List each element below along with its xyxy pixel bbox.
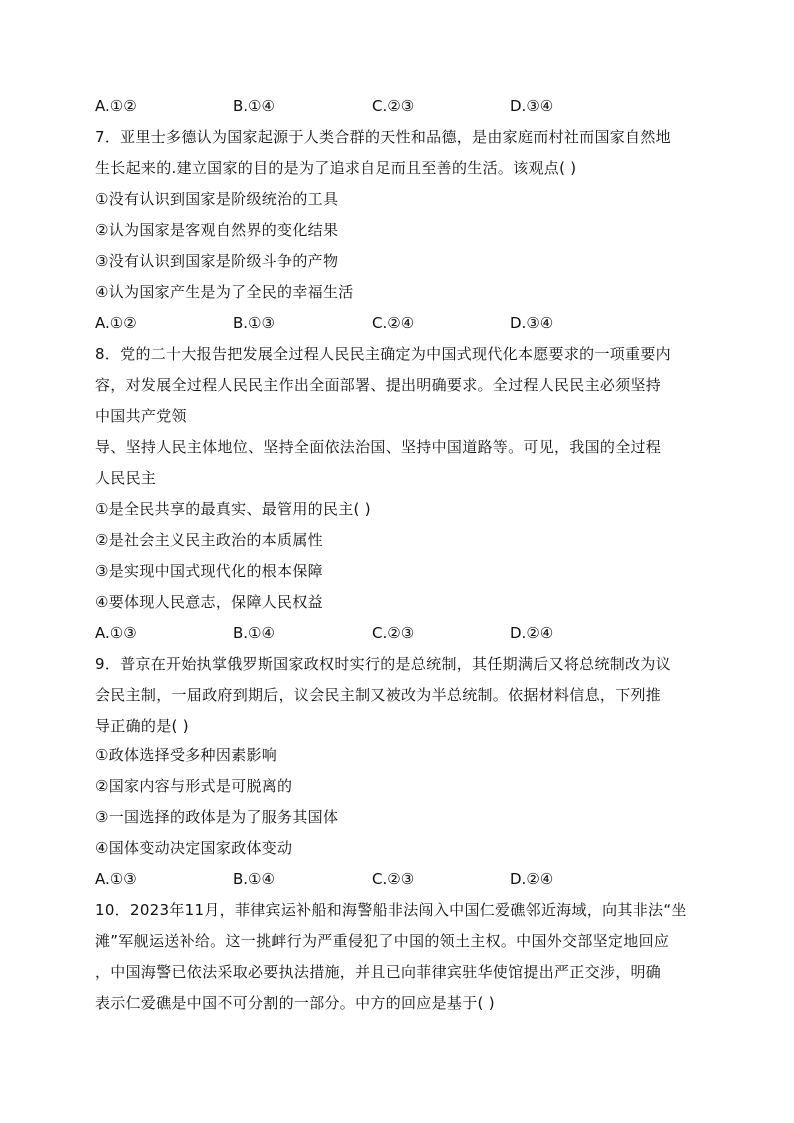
q8-option-a[interactable]: A.①③ [95,624,137,642]
q9-item-1: ①政体选择受多种因素影响 [95,746,278,764]
q8-stem-line: 人民民主 [95,469,157,487]
q7-item-4: ④认为国家产生是为了全民的幸福生活 [95,283,354,301]
q10-stem-line: 表示仁爱礁是中国不可分割的一部分。中方的回应是基于( ) [95,994,495,1012]
q9-item-4: ④国体变动决定国家政体变动 [95,839,293,857]
q7-item-3: ③没有认识到国家是阶级斗争的产物 [95,252,339,270]
q8-option-c[interactable]: C.②③ [372,624,415,642]
q9-item-3: ③一国选择的政体是为了服务其国体 [95,808,339,826]
q8-option-b[interactable]: B.①④ [233,624,275,642]
q7-item-2: ②认为国家是客观自然界的变化结果 [95,221,339,239]
q9-option-a[interactable]: A.①③ [95,870,137,888]
q6-option-b[interactable]: B.①④ [233,97,275,115]
q6-option-c[interactable]: C.②③ [372,97,415,115]
q7-option-a[interactable]: A.①② [95,314,137,332]
q7-option-d[interactable]: D.③④ [510,314,554,332]
q8-stem-line: 导、坚持人民主体地位、坚持全面依法治国、坚持中国道路等。可见，我国的全过程 [95,438,662,456]
q9-stem-line: 导正确的是( ) [95,717,189,735]
q8-stem-line: 容，对发展全过程人民民主作出全面部署、提出明确要求。全过程人民民主必须坚持 [95,376,662,394]
q8-item-1: ①是全民共享的最真实、最管用的民主( ) [95,500,371,518]
q8-item-2: ②是社会主义民主政治的本质属性 [95,531,323,549]
q7-option-c[interactable]: C.②④ [372,314,415,332]
q10-stem-line: 10．2023年11月，菲律宾运补船和海警船非法闯入中国仁爱礁邻近海域，向其非法“坐 [95,901,687,919]
q9-item-2: ②国家内容与形式是可脱离的 [95,777,293,795]
q7-stem-line: 生长起来的.建立国家的目的是为了追求自足而且至善的生活。该观点( ) [95,159,577,177]
q9-option-b[interactable]: B.①④ [233,870,275,888]
q7-item-1: ①没有认识到国家是阶级统治的工具 [95,190,339,208]
q10-stem-line: 滩”军舰运送补给。这一挑衅行为严重侵犯了中国的领土主权。中国外交部坚定地回应 [95,932,670,950]
q7-stem-line: 7．亚里士多德认为国家起源于人类合群的天性和品德，是由家庭而村社而国家自然地 [95,128,671,146]
q6-option-d[interactable]: D.③④ [510,97,554,115]
q8-stem-line: 中国共产党领 [95,407,187,425]
q10-stem-line: ，中国海警已依法采取必要执法措施，并且已向菲律宾驻华使馆提出严正交涉，明确 [95,963,662,981]
q9-option-d[interactable]: D.②④ [510,870,554,888]
q8-item-4: ④要体现人民意志，保障人民权益 [95,593,323,611]
q8-stem-line: 8．党的二十大报告把发展全过程人民民主确定为中国式现代化本愿要求的一项重要内 [95,345,671,363]
q9-stem-line: 9．普京在开始执掌俄罗斯国家政权时实行的是总统制，其任期满后又将总统制改为议 [95,655,671,673]
q7-option-b[interactable]: B.①③ [233,314,275,332]
q9-stem-line: 会民主制，一届政府到期后，议会民主制又被改为半总统制。依据材料信息，下列推 [95,686,662,704]
q9-option-c[interactable]: C.②③ [372,870,415,888]
q8-item-3: ③是实现中国式现代化的根本保障 [95,562,323,580]
q8-option-d[interactable]: D.②④ [510,624,554,642]
q6-option-a[interactable]: A.①② [95,97,137,115]
